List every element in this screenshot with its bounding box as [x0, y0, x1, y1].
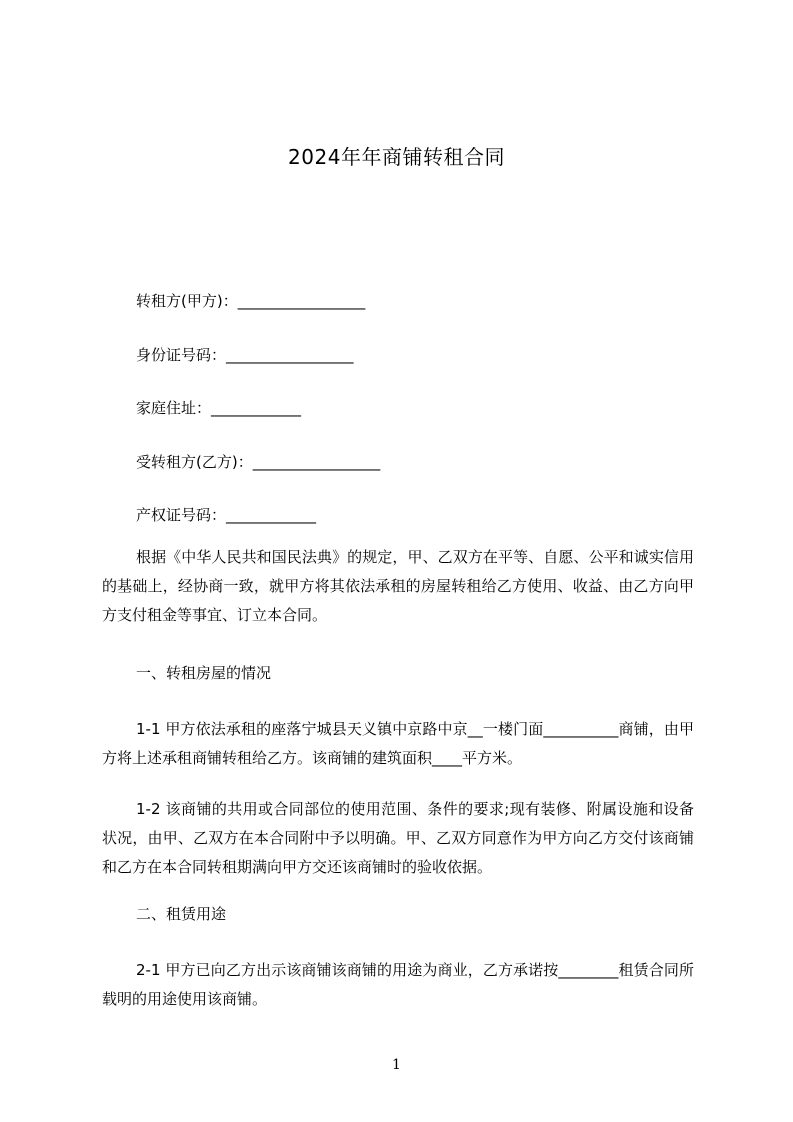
section-heading-2: 二、租赁用途 [136, 905, 227, 923]
section-heading-1: 一、转租房屋的情况 [136, 664, 272, 682]
intro-paragraph: 根据《中华人民共和国民法典》的规定，甲、乙双方在平等、自愿、公平和诚实信用的基础上，经协商一致，就甲方将其依法承租的房屋转租给乙方使用、收益、由乙方向甲方支付租金等事宜、订立本合同。 [102, 548, 694, 624]
field-id-number: 身份证号码：_________________ [136, 346, 354, 364]
document-title: 2024年年商铺转租合同 [288, 145, 505, 169]
field-sublessor: 转租方(甲方)：_________________ [136, 292, 366, 310]
page-number: 1 [392, 1057, 401, 1073]
field-home-address: 家庭住址：____________ [136, 399, 302, 417]
clause-1-2: 1-2 该商铺的共用或合同部位的使用范围、条件的要求;现有装修、附属设施和设备状况，由甲、乙双方在本合同附中予以明确。甲、乙双方同意作为甲方向乙方交付该商铺和乙方在本合同转租期满向甲方交还该商铺时的验收依据。 [102, 800, 694, 876]
field-property-cert: 产权证号码：____________ [136, 506, 317, 524]
field-sublessee: 受转租方(乙方)：_________________ [136, 453, 381, 471]
clause-2-1: 2-1 甲方已向乙方出示该商铺该商铺的用途为商业，乙方承诺按________租赁合同所载明的用途使用该商铺。 [102, 961, 694, 1008]
clause-1-1: 1-1 甲方依法承租的座落宁城县天义镇中京路中京__一楼门面__________商铺，由甲方将上述承租商铺转租给乙方。该商铺的建筑面积____平方米。 [102, 720, 694, 767]
